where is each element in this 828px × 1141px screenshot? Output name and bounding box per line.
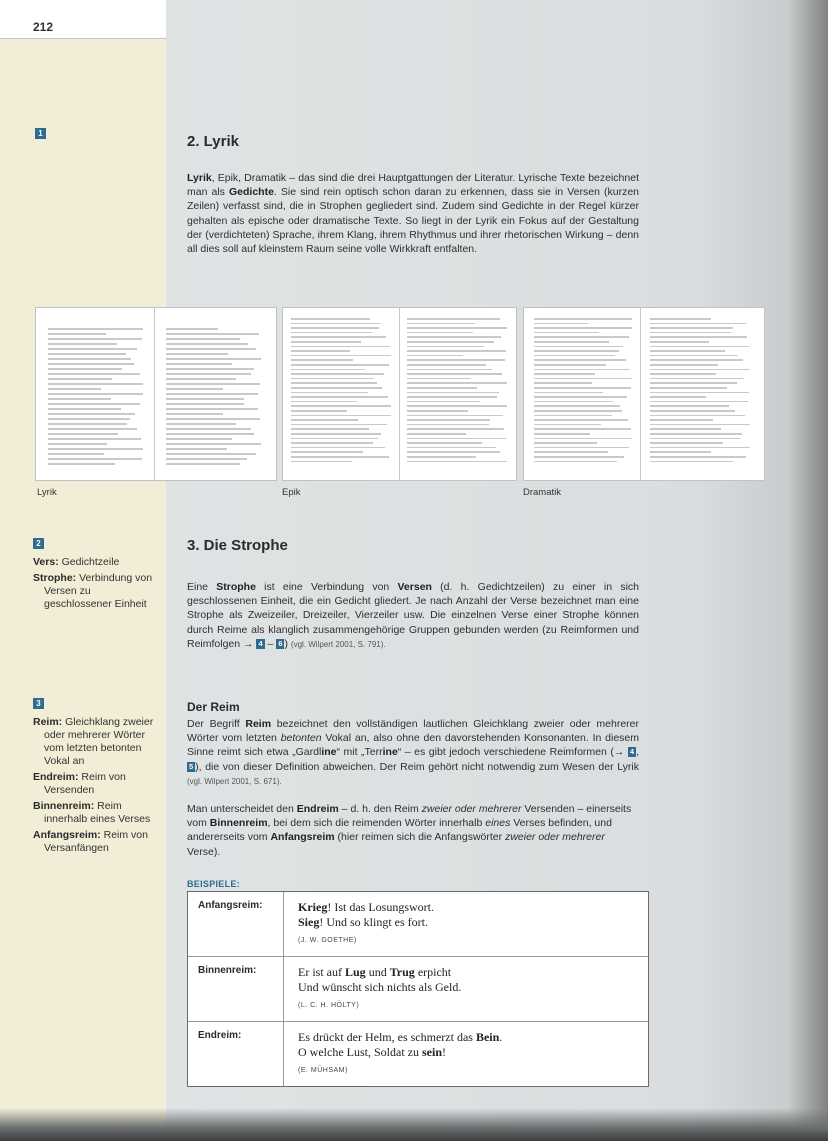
verse-text: . [499,1030,503,1044]
thumbnail-text-line [650,346,749,348]
ref-marker-4[interactable]: 4 [258,638,263,648]
thumbnail-text-line [48,388,101,390]
thumbnail-text-line [650,401,748,403]
thumbnail-text-line [48,418,130,420]
thumbnail-text-line [650,369,750,371]
rhyme-word: Trug [389,965,415,979]
thumbnail-text-line [534,346,623,348]
thumbnail-text-line [650,456,746,458]
thumbnail-text-line [291,451,363,453]
thumbnail-text-line [534,323,588,325]
thumbnail-text-line [48,428,137,430]
thumbnail-text-line [166,383,260,385]
page-header-strip [0,0,166,39]
text: Verse). [187,845,221,858]
citation: (vgl. Wilpert 2001, S. 791). [290,639,386,649]
thumbnail-text-line [291,346,390,348]
term-endreim-inline: Endreim [296,803,339,815]
rhyme-word: sein [421,1045,442,1059]
page-number: 212 [33,20,54,34]
text: ist eine Verbindung von [255,581,398,593]
emphasis: eines [485,817,511,830]
thumbnail-text-line [534,387,631,389]
rhyme-word: Bein [475,1030,500,1044]
thumbnail-text-line [534,396,627,398]
thumbnail-text-line [291,373,384,375]
term-anfangsreim-inline: Anfangsreim [270,831,335,844]
thumbnail-text-line [48,398,111,400]
thumbnail-text-line [291,433,381,435]
thumbnail-text-line [48,348,137,350]
thumbnail-text-line [650,378,744,380]
thumbnail-text-line [166,378,236,380]
thumbnail-text-line [48,463,115,465]
thumbnail-text-line [650,364,718,366]
thumbnail-text-line [291,382,377,384]
thumbnail-text-line [650,442,723,444]
thumbnail-text-line [534,405,620,407]
thumbnail-text-line [650,373,716,375]
text: , [636,746,639,759]
thumbnail-text-line [650,419,713,421]
thumbnail-text-line [291,419,358,421]
thumbnail-text-line [407,346,484,348]
thumbnail-text-line [48,333,106,335]
thumbnail-text-line [48,448,143,450]
thumbnail-text-line [650,415,745,417]
thumbnail-text-line [291,456,389,458]
text: (hier reimen sich die Anfangswörter [334,831,506,844]
text: Man unterscheidet den [187,803,297,815]
thumbnail-text-line [48,358,131,360]
ref-marker-5[interactable]: 5 [189,761,194,771]
thumbnail-text-line [407,382,507,384]
thumbnail-text-line [48,338,142,340]
thumbnail-text-line [407,323,475,325]
thumbnail-text-line [48,363,134,365]
sidebar-definitions-strophe [33,556,158,614]
thumbnail-text-line [407,341,494,343]
def-vers: Gedichtzeile [58,556,120,568]
thumbnail-text-line [534,355,615,357]
rhyme-word: Lug [345,965,366,979]
thumbnail-text-line [48,403,140,405]
thumbnail-text-line [534,378,632,380]
thumbnail-text-line [166,423,236,425]
thumbnail-text-line [534,433,590,435]
marker-3: 3 [33,698,44,709]
thumbnail-text-line [291,461,352,463]
text: – [264,637,277,650]
text: ), die von dieser Definition abweichen. Der Reim gehört nicht notwendig zum Wesen der Lyrik [195,760,639,773]
term-reim-inline: Reim [245,718,272,730]
rhyme-part: ine [382,746,398,759]
thumbnail-text-line [407,419,490,421]
thumbnail-text-line [291,392,368,394]
example-author: (L. C. H. HÖLTY) [298,1002,360,1009]
text: “ – es gibt jedoch verschiedene Reimformen (→ [397,746,628,759]
text: Der Begriff [187,718,246,730]
thumbnail-text-line [407,461,507,463]
thumbnail-text-line [291,442,373,444]
thumbnail-text-line [650,323,746,325]
thumbnail-text-line [407,373,502,375]
thumb-label-lyrik: Lyrik [37,487,57,498]
thumbnail-text-line [534,350,619,352]
thumbnail-text-line [166,448,227,450]
genre-page-thumbnails [35,307,763,481]
verse-text: Er ist auf [298,965,345,979]
thumbnail-text-line [291,336,386,338]
emphasis: zweier oder mehrerer [421,803,522,815]
thumbnail-text-line [166,418,260,420]
thumbnail-text-line [407,355,463,357]
thumbnail-text-line [650,428,721,430]
thumbnail-text-line [166,408,258,410]
ref-marker-6[interactable]: 6 [278,638,283,648]
thumbnail-text-line [166,338,240,340]
thumbnail-text-line [291,332,372,334]
def-reim: Gleichklang zweier oder mehrerer Wörter vom letzten betonten Vokal an [44,716,154,767]
thumbnail-text-line [48,368,122,370]
subsection-title-reim: Der Reim [187,700,240,714]
text: Versenden – einerseits vom [187,803,632,830]
reim-types-paragraph [187,802,639,859]
thumbnail-text-line [407,442,482,444]
thumbnail-text-line [291,415,391,417]
thumbnail-text-line [650,424,750,426]
thumbnail-text-line [650,327,733,329]
thumbnail-text-line [534,461,617,463]
thumbnail-text-line [407,410,468,412]
thumbnail-text-line [650,318,711,320]
text: Eine [187,581,217,593]
thumb-label-epik: Epik [282,487,301,498]
example-label: Anfangsreim: [188,892,284,956]
thumbnail-text-line [291,378,374,380]
thumbnail-text-line [48,433,118,435]
thumbnail-text-line [534,447,629,449]
thumbnail-text-line [166,428,251,430]
rhyme-word: Sieg [298,915,320,929]
thumbnail-text-line [291,355,391,357]
example-row-binnenreim [188,957,648,1022]
thumbnail-text-line [407,396,497,398]
thumbnail-text-line [407,332,473,334]
verse-text: Und wünscht sich nichts als Geld. [298,980,462,994]
thumbnail-text-line [48,343,117,345]
thumbnail-text-line [650,359,743,361]
thumbnail-text-line [407,369,492,371]
thumb-label-dramatik: Dramatik [523,487,562,498]
thumbnail-text-line [534,336,629,338]
thumbnail-text-line [48,413,135,415]
verse-text: erpicht [414,965,452,979]
thumbnail-text-line [48,423,127,425]
thumbnail-text-line [48,443,107,445]
thumbnail-text-line [291,428,369,430]
thumbnail-text-line [650,396,706,398]
rhyme-part: ine [321,746,337,759]
term-endreim: Endreim: [33,771,79,783]
thumbnail-text-line [48,438,141,440]
thumbnail-text-line [407,387,477,389]
thumbnail-text-line [534,428,631,430]
emphasis: zweier oder mehrerer [505,831,605,844]
thumbnail-text-line [650,332,731,334]
thumbnail-text-line [166,453,256,455]
thumbnail-text-line [166,388,223,390]
text: . Sie sind rein optisch schon daran zu erkennen, dass sie in Versen (kurzen Zeilen) verfasst sind, die in Strophen gegliedert sind. Zudem sind Gedichte in der Regel kürzer gehalten als epische oder dramatische Texte. So liegt in der Lyrik ein Fokus auf der Gestaltung der (verdichteten) Sprache, ihrem Klang, ihrem Rhythmus und ihrer rhetorischen Wirkung – denn all dies soll auf kleinstem Raum seine volle Wirkkraft entfalten. [187,186,640,256]
thumbnail-text-line [407,350,506,352]
example-label: Binnenreim: [188,957,284,1021]
thumbnail-text-line [48,453,104,455]
thumbnail-text-line [48,383,143,385]
thumbnail-text-line [291,350,350,352]
thumbnail-text-line [291,341,361,343]
thumbnail-text-line [407,428,504,430]
section-title-lyrik: 2. Lyrik [187,133,239,150]
thumbnail-text-line [650,451,711,453]
thumbnail-text-line [650,447,750,449]
examples-table [187,891,649,1087]
thumbnail-text-line [650,410,735,412]
thumbnail-text-line [407,424,489,426]
marker-2: 2 [33,538,44,549]
thumbnail-text-line [291,318,370,320]
thumbnail-text-line [48,353,126,355]
thumbnail-text-line [407,451,500,453]
thumbnail-text-line [534,415,612,417]
thumbnail-text-line [166,358,261,360]
thumbnail-text-line [166,413,223,415]
lyrik-paragraph [187,171,639,256]
examples-heading: BEISPIELE: [187,879,241,889]
thumbnail-text-line [534,410,622,412]
thumbnail-text-line [291,387,382,389]
thumbnail-text-line [534,327,632,329]
text: – d. h. den Reim [338,803,422,815]
term-vers: Vers: [33,556,59,568]
thumbnail-text-line [166,458,247,460]
thumbnail-text-line [166,373,251,375]
example-verse [298,1030,643,1078]
thumbnail-text-line [407,438,506,440]
reim-paragraph [187,717,639,789]
verse-text: Es drückt der Helm, es schmerzt das [298,1030,476,1044]
scan-edge-shadow [0,1108,828,1141]
text: Verses befinden, und andererseits vom [187,817,612,844]
thumbnail-text-line [407,359,505,361]
verse-text: und [365,965,390,979]
thumbnail-text-line [534,438,632,440]
ref-marker-4[interactable]: 4 [629,747,635,757]
thumbnail-text-line [534,359,626,361]
thumbnail-text-line [650,382,737,384]
example-author: (J. W. GOETHE) [298,937,357,944]
term-lyrik: Lyrik [187,172,212,184]
thumbnail-text-line [534,369,630,371]
thumbnail-text-line [291,364,389,366]
thumbnail-text-line [48,458,142,460]
thumbnail-text-line [166,393,258,395]
def-binnenreim: Reim innerhalb eines Verses [44,800,151,825]
rhyme-word: Krieg [298,900,328,914]
term-binnenreim-inline: Binnenreim [209,817,268,830]
thumbnail-text-line [166,368,254,370]
verse-text: O welche Lust, Soldat zu [298,1045,422,1059]
thumbnail-text-line [534,341,609,343]
section-title-strophe: 3. Die Strophe [187,537,288,554]
example-verse [298,900,643,948]
thumbnail-lyrik [35,307,277,481]
text: “ mit „Terr [336,746,383,759]
thumbnail-text-line [291,327,379,329]
thumbnail-text-line [407,456,476,458]
thumbnail-text-line [166,433,254,435]
verse-text: ! [442,1045,446,1059]
thumbnail-text-line [534,382,592,384]
emphasis: betonten [280,732,322,745]
thumbnail-text-line [291,424,387,426]
thumbnail-text-line [650,355,738,357]
text: Vokal an, also ohne den davorstehenden Konsonanten. In diesem Sinne reimt sich etwa „Gardl [187,732,639,759]
thumbnail-text-line [534,392,603,394]
thumbnail-text-line [166,438,232,440]
example-row-anfangsreim [188,892,648,957]
thumbnail-text-line [291,369,365,371]
example-author: (E. MÜHSAM) [298,1067,348,1074]
thumbnail-text-line [166,333,259,335]
thumbnail-text-line [407,415,503,417]
thumbnail-dramatik [523,307,765,481]
thumbnail-text-line [48,393,143,395]
thumbnail-text-line [166,443,261,445]
thumbnail-text-line [48,408,121,410]
thumbnail-text-line [534,442,597,444]
thumbnail-text-line [407,364,486,366]
term-strophe-inline: Strophe [216,581,256,593]
thumbnail-epik [282,307,517,481]
thumbnail-text-line [534,456,624,458]
term-anfangsreim: Anfangsreim: [33,829,101,841]
thumbnail-text-line [48,328,143,330]
thumbnail-text-line [407,378,471,380]
text: (d. h. Gedichtzeilen) zu einer in sich geschlossenen Einheit, die ein Gedicht gliedert. Je nach Anzahl der Verse bezeichnet man eine Strophe als Zweizeiler, Dreizeiler, Vierzeiler usw. Die einzelnen Verse einer Strophe können durch Reime als klanglich zusammengehörige Gruppen gebunden werden (zu Reimformen und Reimfolgen → [187,581,639,650]
thumbnail-text-line [534,364,606,366]
thumbnail-text-line [534,373,595,375]
thumbnail-text-line [166,348,256,350]
thumbnail-text-line [650,336,747,338]
term-strophe: Strophe: [33,572,77,584]
thumbnail-text-line [48,373,140,375]
marker-1: 1 [35,128,46,139]
term-binnenreim: Binnenreim: [33,800,95,812]
def-endreim: Reim von Versenden [44,771,126,796]
thumbnail-text-line [166,328,218,330]
thumbnail-text-line [166,463,240,465]
sidebar-definitions-reim [33,716,158,858]
def-strophe: Verbindung von Versen zu geschlossener Einheit [44,572,153,610]
thumbnail-text-line [291,401,357,403]
thumbnail-text-line [407,433,466,435]
thumbnail-text-line [166,398,244,400]
term-versen: Versen [397,581,432,593]
example-row-endreim [188,1022,648,1086]
thumbnail-text-line [534,419,628,421]
thumbnail-text-line [166,403,244,405]
thumbnail-text-line [407,318,500,320]
thumbnail-text-line [407,392,499,394]
def-anfangsreim: Reim von Versanfängen [44,829,148,854]
thumbnail-text-line [407,447,496,449]
thumbnail-text-line [291,438,378,440]
verse-text: ! Ist das Losungswort. [327,900,434,914]
thumbnail-text-line [291,323,380,325]
thumbnail-text-line [291,410,347,412]
term-gedichte: Gedichte [228,186,274,199]
citation: (vgl. Wilpert 2001, S. 671). [187,776,282,786]
thumbnail-text-line [407,401,480,403]
thumbnail-text-line [291,396,388,398]
thumbnail-text-line [650,461,733,463]
thumbnail-text-line [650,438,740,440]
thumbnail-text-line [534,318,632,320]
thumbnail-text-line [407,336,501,338]
text: , Epik, Dramatik – das sind die drei Hauptgattungen der Literatur. Lyrische Texte bezeichnet man als [187,172,639,199]
thumbnail-text-line [291,405,391,407]
example-verse [298,965,643,1013]
thumbnail-text-line [650,392,749,394]
text: , bei dem sich die reimenden Wörter innerhalb [267,817,486,830]
thumbnail-text-line [407,327,507,329]
thumbnail-text-line [166,363,232,365]
strophe-paragraph [187,580,639,652]
thumbnail-text-line [534,424,601,426]
thumbnail-text-line [534,451,608,453]
text: bezeichnet den vollständigen lautlichen Gleichklang zweier oder mehrerer Wörter vom letzten [187,718,639,745]
thumbnail-text-line [650,433,742,435]
term-reim: Reim: [33,716,63,728]
text: ) [284,637,291,650]
thumbnail-text-line [534,332,599,334]
verse-text: ! Und so klingt es fort. [319,915,428,929]
thumbnail-text-line [166,353,228,355]
thumbnail-text-line [48,378,112,380]
example-label: Endreim: [188,1022,284,1086]
thumbnail-text-line [650,350,725,352]
thumbnail-text-line [291,447,385,449]
thumbnail-text-line [291,359,353,361]
thumbnail-text-line [407,405,507,407]
thumbnail-text-line [650,387,727,389]
thumbnail-text-line [650,405,729,407]
thumbnail-text-line [534,401,613,403]
thumbnail-text-line [650,341,709,343]
thumbnail-text-line [166,343,248,345]
